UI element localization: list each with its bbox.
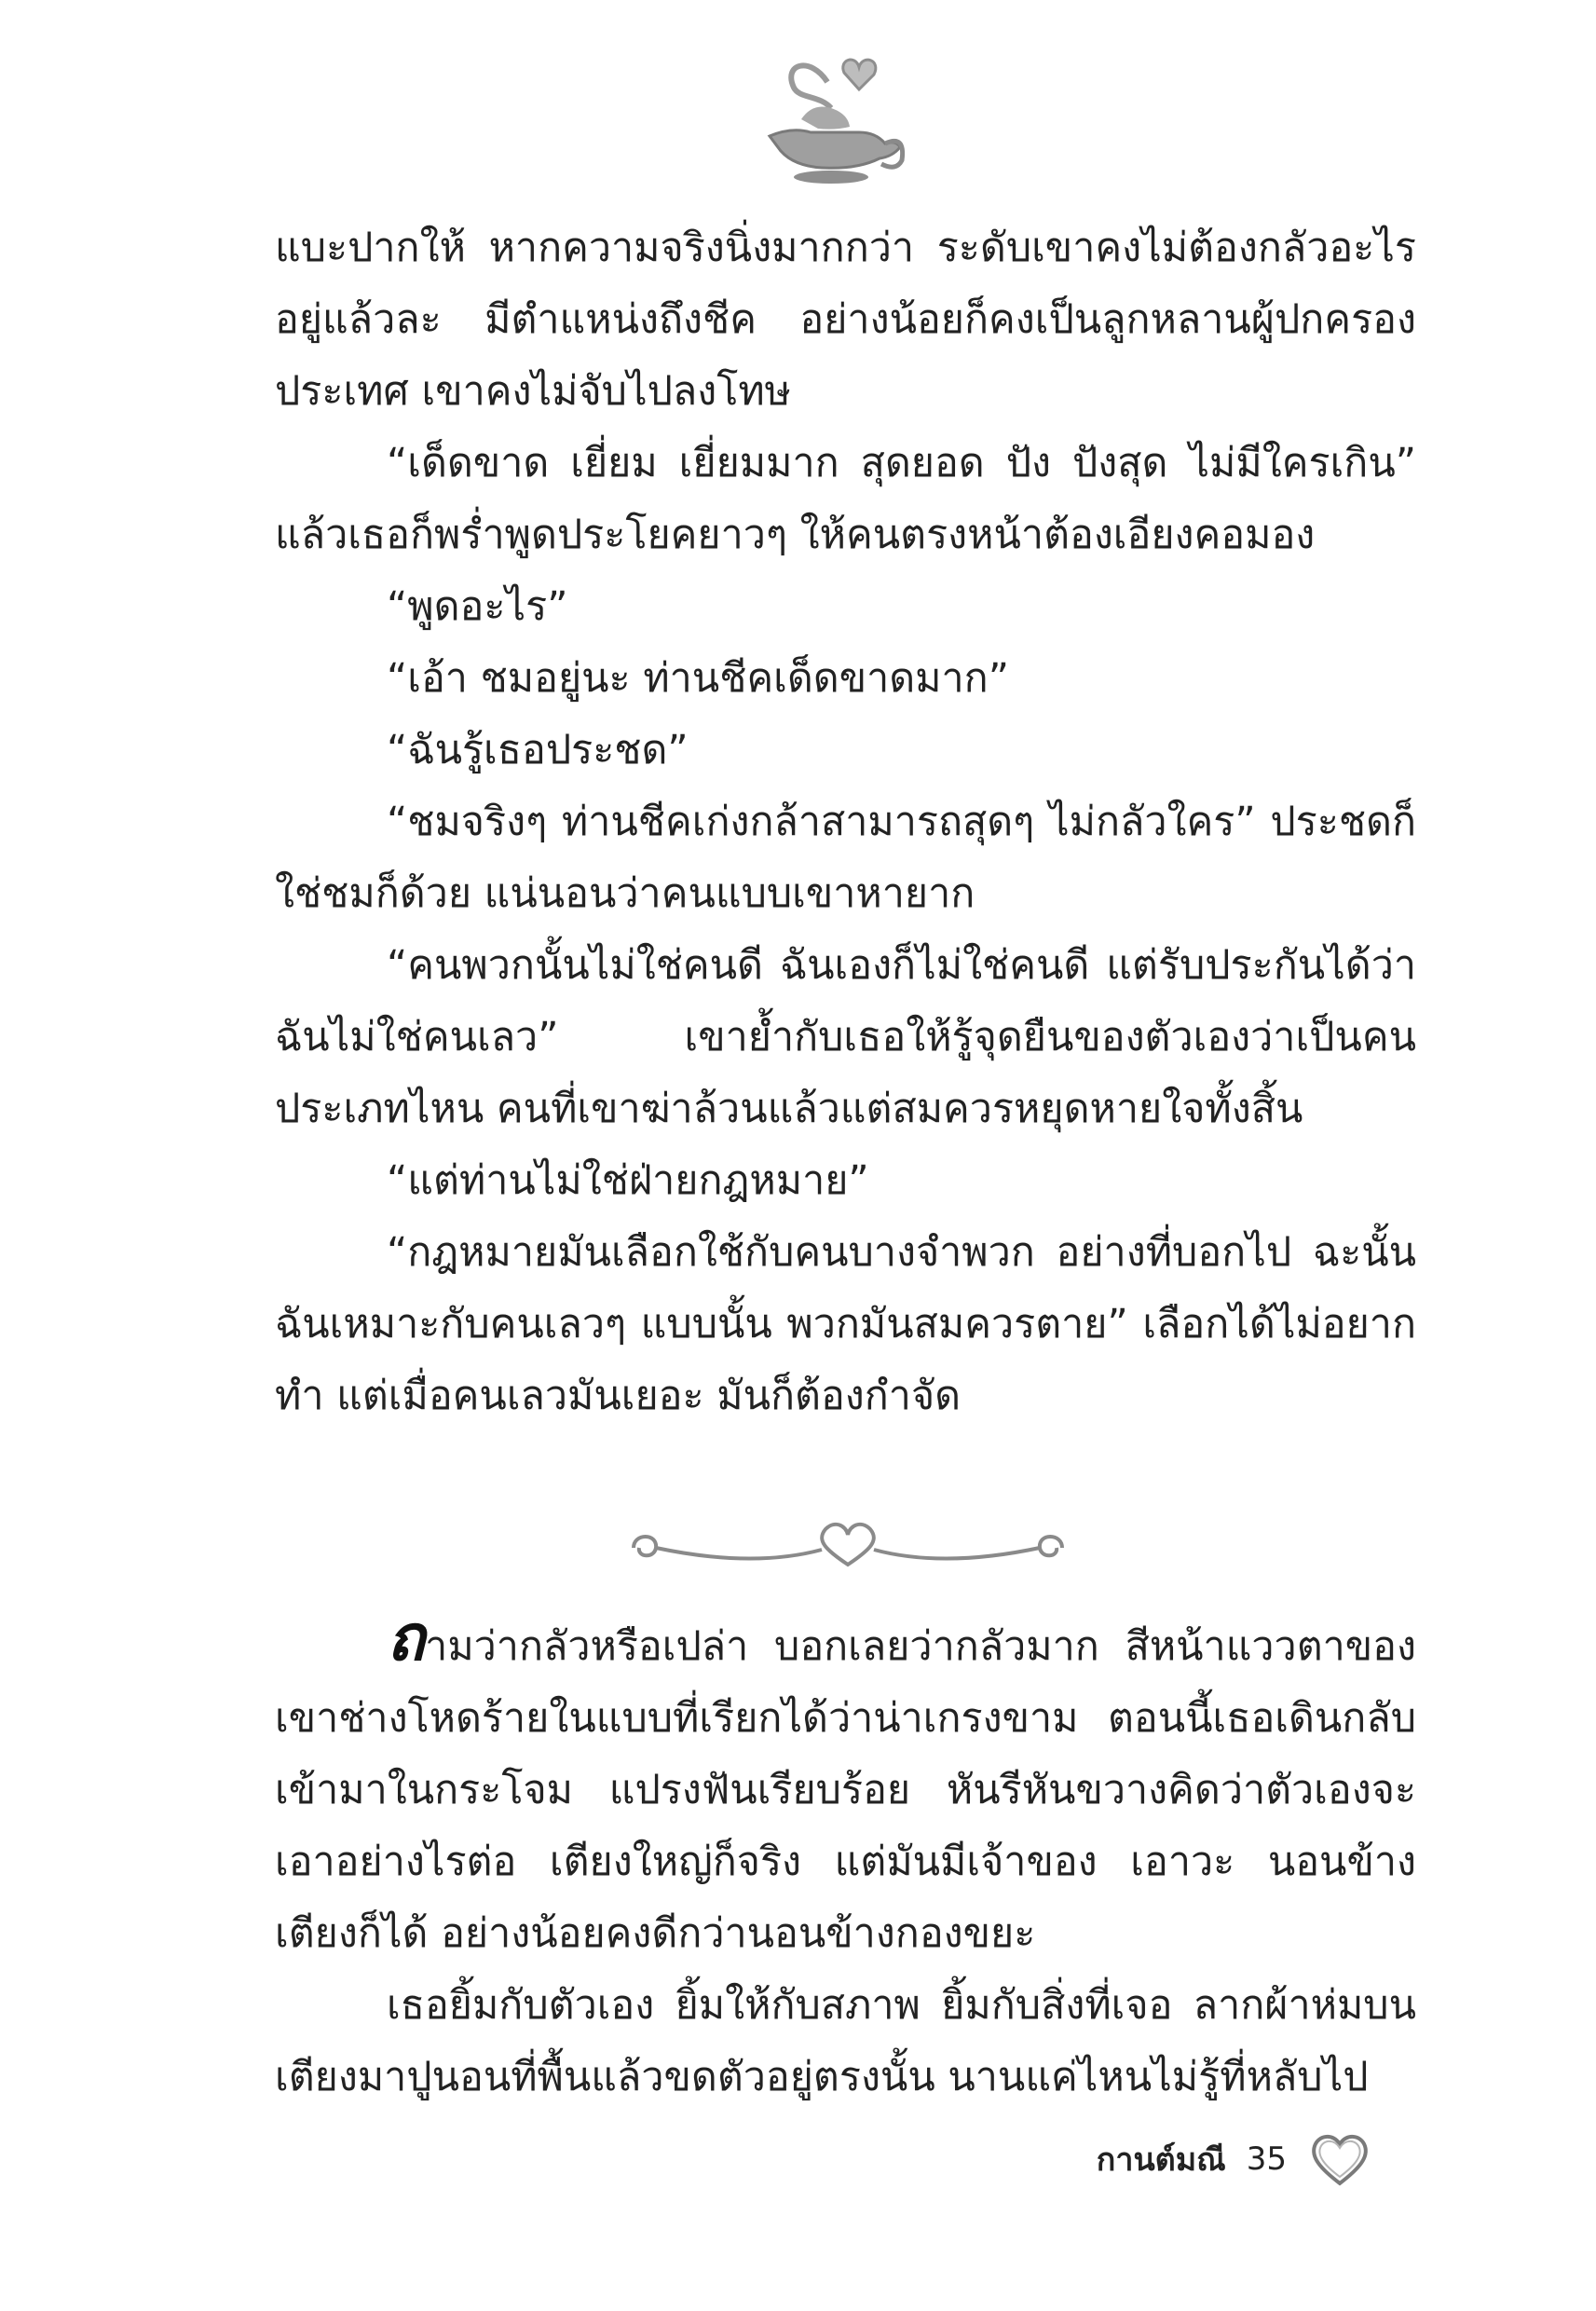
text-section-1: [275, 212, 1416, 1432]
drop-cap: ถ: [387, 1601, 426, 1675]
page-footer: [1097, 2129, 1372, 2189]
footer-author: กานต์มณี: [1096, 2141, 1226, 2179]
paragraph: “ชมจริงๆ ท่านชีคเก่งกล้าสามารถสุดๆ ไม่กลัวใคร” ประชดก็ใช่ชมก็ด้วย แน่นอนว่าคนแบบเขาหายาก: [275, 799, 1416, 917]
paragraph: แบะปากให้ หากความจริงนิ่งมากกว่า ระดับเขาคงไม่ต้องกลัวอะไรอยู่แล้วละ มีตำแหน่งถึงชีค อย่างน้อยก็คงเป็นลูกหลานผู้ปกครองประเทศ เขาคงไม่จับไปลงโทษ: [275, 225, 1416, 415]
paragraph: เธอยิ้มกับตัวเอง ยิ้มให้กับสภาพ ยิ้มกับสิ่งที่เจอ ลากผ้าห่มบนเตียงมาปูนอนที่พื้นแล้วขดตัวอยู่ตรงนั้น นานแค่ไหนไม่รู้ที่หลับไป: [275, 1982, 1416, 2100]
paragraph: “ฉันรู้เธอประชด”: [387, 727, 689, 773]
opening-paragraph: [275, 1601, 1416, 1970]
page-number: 35: [1246, 2140, 1287, 2178]
heart-outline-icon: [1307, 2129, 1372, 2189]
paragraph: “แต่ท่านไม่ใช่ฝ่ายกฎหมาย”: [387, 1157, 869, 1204]
paragraph: “เอ้า ชมอยู่นะ ท่านชีคเด็ดขาดมาก”: [387, 655, 1009, 702]
text-section-2: [275, 1601, 1416, 2113]
paragraph: “พูดอะไร”: [387, 583, 568, 630]
paragraph: “คนพวกนั้นไม่ใช่คนดี ฉันเองก็ไม่ใช่คนดี แต่รับประกันได้ว่าฉันไม่ใช่คนเลว” เขาย้ำกับเธอให้รู้จุดยืนของตัวเองว่าเป็นคนประเภทไหน คนที่เขาฆ่าล้วนแล้วแต่สมควรหยุดหายใจทั้งสิ้น: [275, 942, 1416, 1132]
paragraph-text: ามว่ากลัวหรือเปล่า บอกเลยว่ากลัวมาก สีหน้าแววตาของเขาช่างโหดร้ายในแบบที่เรียกได้ว่าน่าเกรงขาม ตอนนี้เธอเดินกลับเข้ามาในกระโจม แปรงฟันเรียบร้อย หันรีหันขวางคิดว่าตัวเองจะเอาอย่างไรต่อ เตียงใหญ่ก็จริง แต่มันมีเจ้าของ เอาวะ นอนข้างเตียงก็ได้ อย่างน้อยคงดีกว่านอนข้างกองขยะ: [275, 1623, 1416, 1957]
paragraph: “เด็ดขาด เยี่ยม เยี่ยมมาก สุดยอด ปัง ปังสุด ไม่มีใครเกิน” แล้วเธอก็พร่ำพูดประโยคยาวๆ ให้คนตรงหน้าต้องเอียงคอมอง: [275, 440, 1416, 558]
paragraph: “กฎหมายมันเลือกใช้กับคนบางจำพวก อย่างที่บอกไป ฉะนั้นฉันเหมาะกับคนเลวๆ แบบนั้น พวกมันสมควรตาย” เลือกได้ไม่อยากทำ แต่เมื่อคนเลวมันเยอะ มันก็ต้องกำจัด: [275, 1229, 1416, 1419]
heart-swirl-divider-icon: [606, 1505, 1090, 1579]
genie-lamp-heart-icon: [745, 47, 913, 186]
